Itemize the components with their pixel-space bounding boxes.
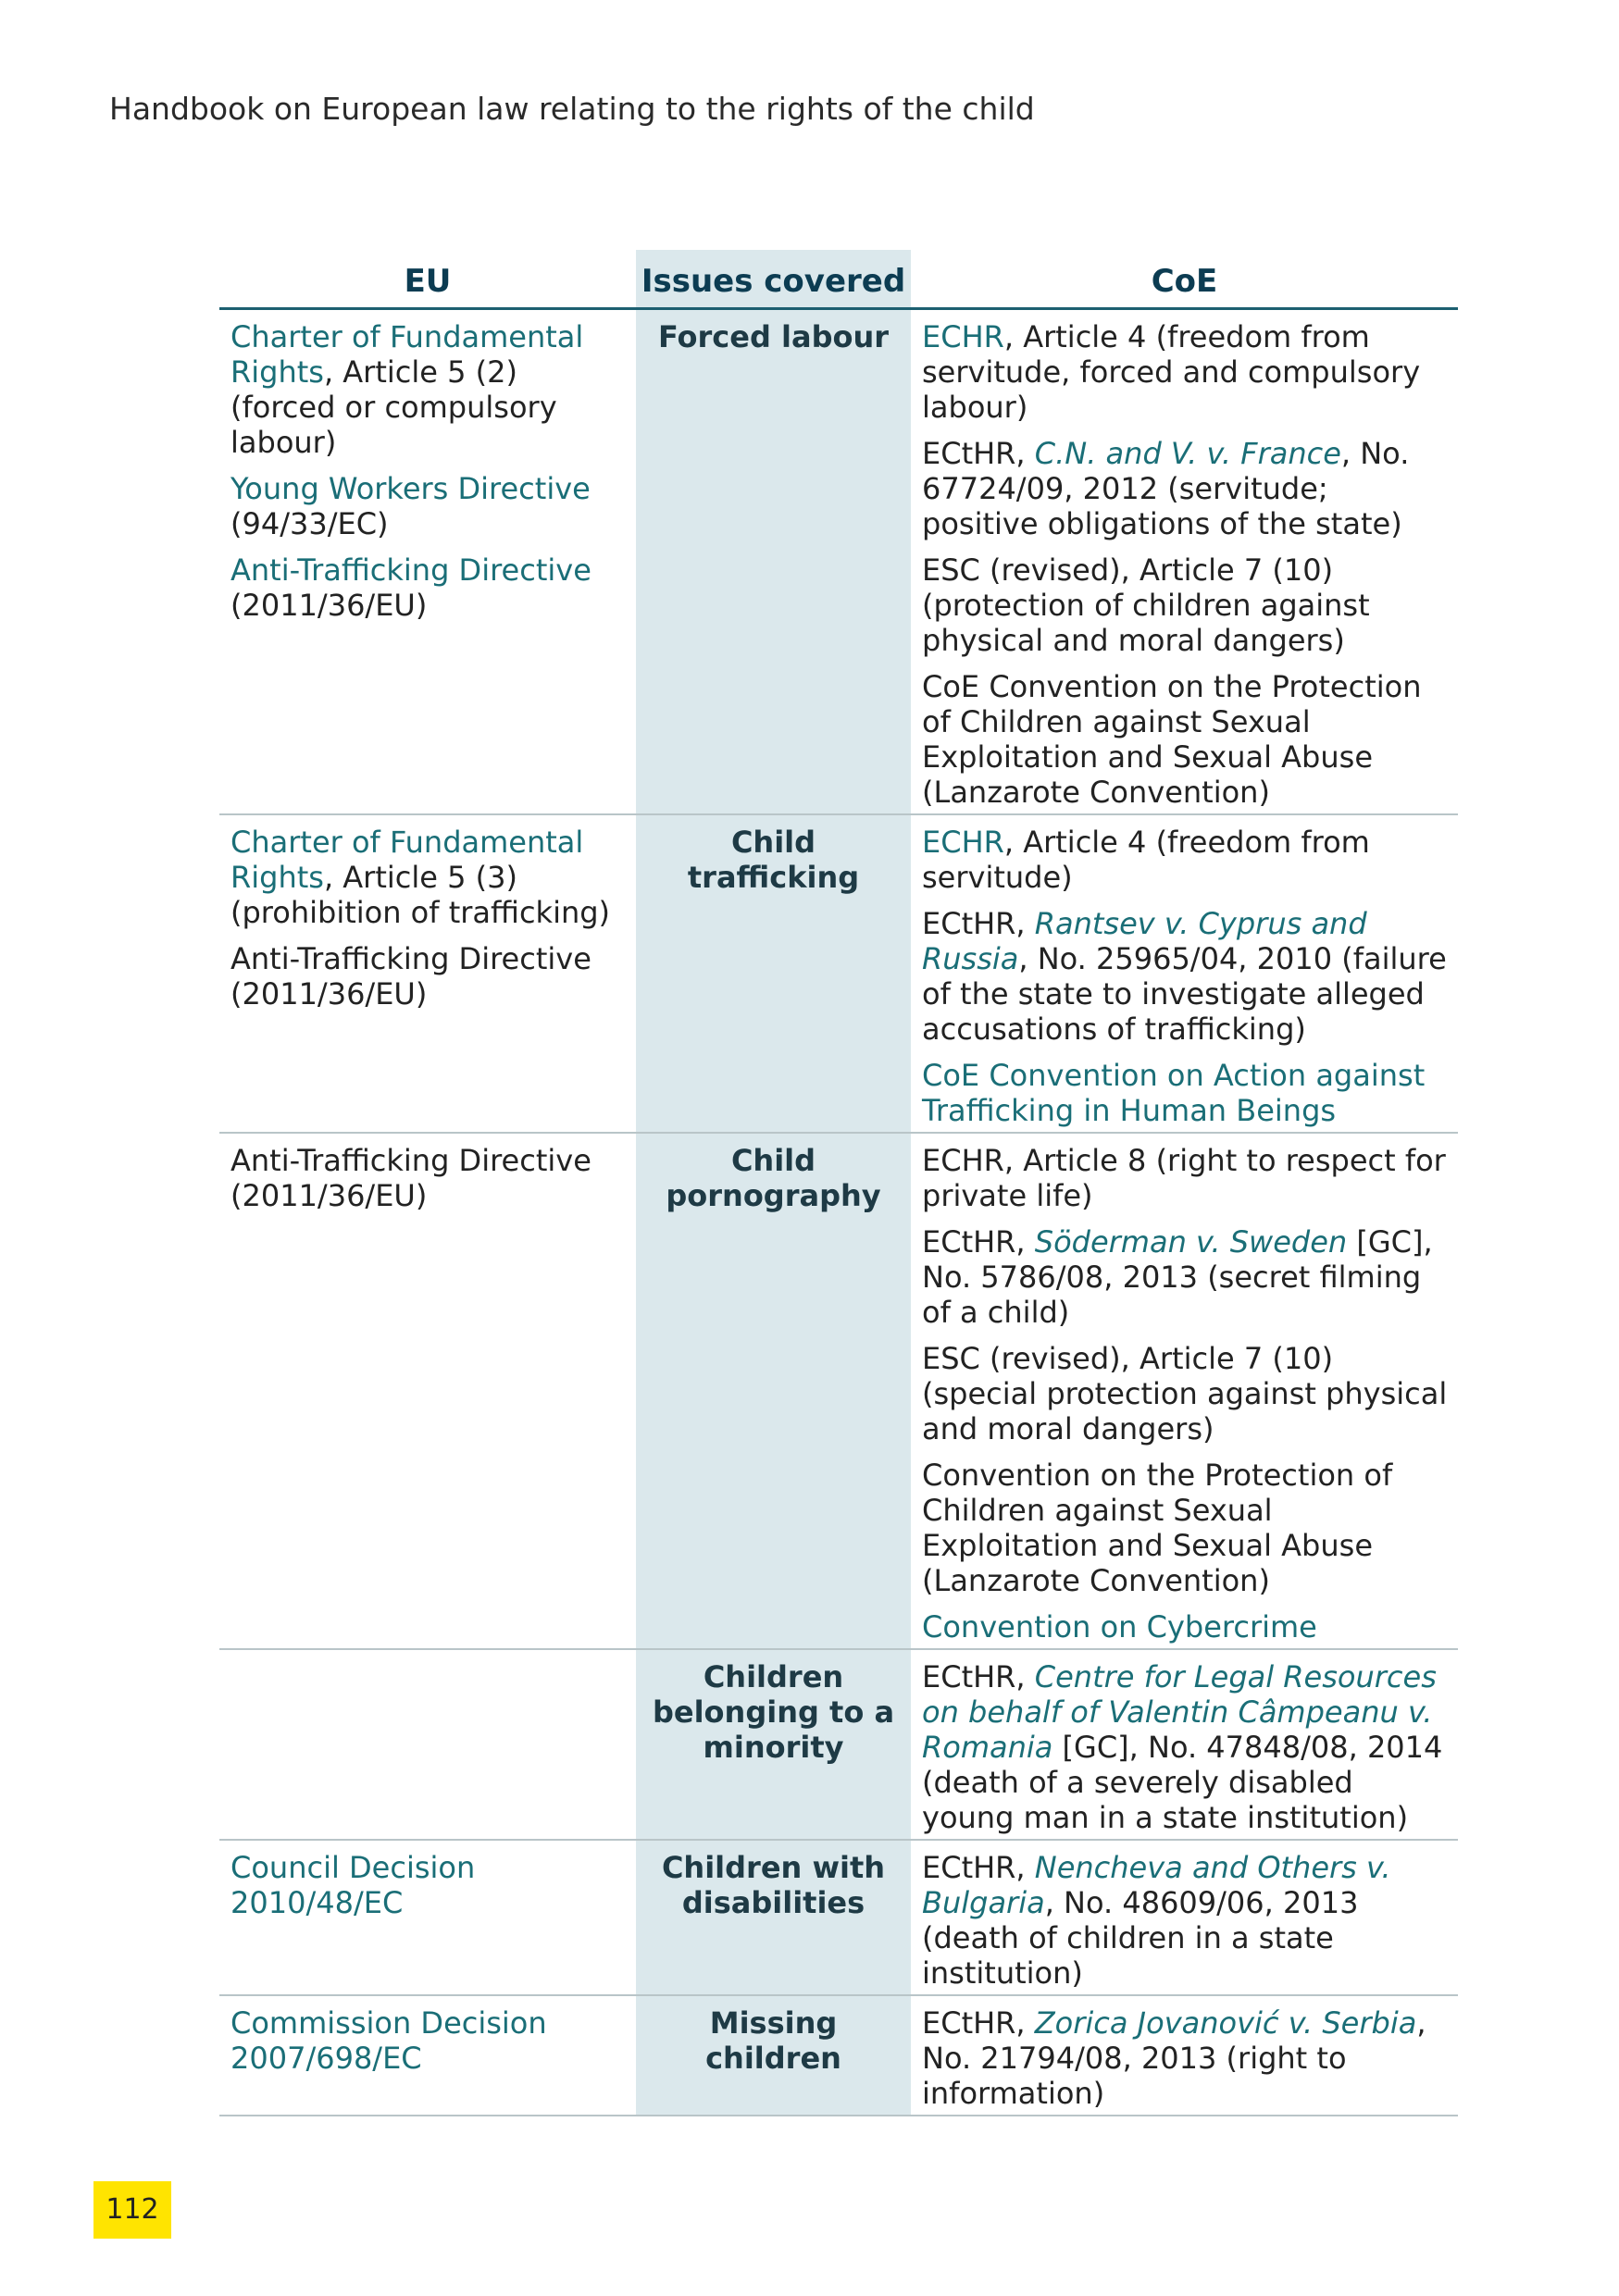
coe-entry [922,2005,1451,2111]
table-body [219,309,1458,2116]
eu-reference-detail: (94/33/EC) [230,506,389,541]
coe-reference-link[interactable]: ECHR [922,825,1004,860]
coe-reference-text: ECtHR, [922,1850,1035,1885]
coe-reference-text: CoE Convention on the Protection of Children against Sexual Exploitation and Sexual Abuse (Lanzarote Convention) [922,669,1422,810]
coe-reference-text: ECtHR, [922,1659,1035,1694]
eu-cell [219,814,636,1133]
coe-reference-detail: , No. 48609/06, 2013 (death of children in a state institution) [922,1885,1359,1991]
case-name-link[interactable]: C.N. and V. v. France [1034,436,1341,471]
coe-reference-text: ECHR, Article 8 (right to respect for private life) [922,1143,1446,1213]
issue-cell: Forced labour [636,309,911,815]
eu-reference-detail: , Article 5 (2) (forced or compulsory labour) [230,354,557,460]
issue-cell: Child pornography [636,1133,911,1649]
table-row [219,309,1458,815]
table-row [219,1995,1458,2116]
eu-reference-link[interactable]: Charter of Fundamental Rights [230,319,584,390]
coe-reference-detail: , No. 67724/09, 2012 (servitude; positive obligations of the state) [922,436,1410,541]
eu-entry [230,2005,629,2076]
coe-entry [922,1224,1451,1330]
column-header-issues: Issues covered [636,250,911,309]
coe-reference-text: ESC (revised), Article 7 (10) (special protection against physical and moral dangers) [922,1341,1448,1446]
coe-reference-text: ECtHR, [922,1224,1035,1260]
coe-reference-detail: , No. 25965/04, 2010 (failure of the state to investigate alleged accusations of trafficking) [922,941,1447,1047]
coe-cell [911,309,1458,815]
coe-reference-text: ECtHR, [922,2005,1035,2041]
case-name-link[interactable]: Rantsev v. Cyprus and Russia [922,906,1367,976]
issue-cell: Child trafficking [636,814,911,1133]
coe-cell [911,1995,1458,2116]
table-row [219,814,1458,1133]
eu-cell [219,309,636,815]
coe-entry [922,906,1451,1047]
table-header-row [219,250,1458,309]
coe-reference-link[interactable]: ECHR [922,319,1004,354]
case-name-link[interactable]: Centre for Legal Resources on behalf of Valentin Câmpeanu v. Romania [922,1659,1437,1765]
table-row [219,1133,1458,1649]
table-row [219,1649,1458,1840]
column-header-coe: CoE [911,250,1458,309]
coe-cell [911,1840,1458,1995]
coe-entry [922,1143,1451,1213]
coe-cell [911,1133,1458,1649]
eu-reference-link[interactable]: Anti-Trafficking Directive [230,552,592,588]
coe-entry [922,319,1451,425]
coe-reference-detail: [GC], No. 5786/08, 2013 (secret filming of a child) [922,1224,1433,1330]
page-number: 112 [93,2181,171,2239]
eu-entry [230,552,629,623]
coe-entry [922,825,1451,895]
eu-reference-link[interactable]: Young Workers Directive [230,471,591,506]
case-name-link[interactable]: Zorica Jovanović v. Serbia [1034,2005,1417,2041]
eu-cell [219,1840,636,1995]
eu-cell [219,1995,636,2116]
coe-reference-text: Convention on the Protection of Children against Sexual Exploitation and Sexual Abuse (Lanzarote Convention) [922,1458,1393,1598]
issue-cell: Missing children [636,1995,911,2116]
coe-reference-detail: [GC], No. 47848/08, 2014 (death of a severely disabled young man in a state institution) [922,1730,1443,1835]
coe-entry [922,552,1451,658]
running-header: Handbook on European law relating to the rights of the child [109,91,1035,127]
issue-cell: Children with disabilities [636,1840,911,1995]
coe-entry [922,436,1451,541]
coe-entry [922,669,1451,810]
eu-cell [219,1649,636,1840]
coe-reference-detail: , No. 21794/08, 2013 (right to information) [922,2005,1426,2111]
coe-cell [911,1649,1458,1840]
eu-entry [230,471,629,541]
coe-cell [911,814,1458,1133]
coe-reference-text: ECtHR, [922,906,1035,941]
coe-entry [922,1458,1451,1598]
coe-entry [922,1058,1451,1128]
eu-reference-text: Anti-Trafficking Directive (2011/36/EU) [230,1143,592,1213]
coe-entry [922,1659,1451,1835]
eu-entry [230,1143,629,1213]
coe-entry [922,1850,1451,1991]
eu-reference-link[interactable]: Commission Decision 2007/698/EC [230,2005,547,2076]
column-header-eu: EU [219,250,636,309]
coe-reference-link[interactable]: Convention on Cybercrime [922,1609,1317,1644]
coe-reference-detail: , Article 4 (freedom from servitude) [922,825,1370,895]
eu-reference-detail: , Article 5 (3) (prohibition of trafficking) [230,860,611,930]
coe-reference-text: ECtHR, [922,436,1035,471]
eu-reference-link[interactable]: Council Decision 2010/48/EC [230,1850,476,1920]
eu-cell [219,1133,636,1649]
eu-entry [230,941,629,1011]
case-name-link[interactable]: Nencheva and Others v. Bulgaria [922,1850,1391,1920]
comparison-table [219,250,1458,2116]
case-name-link[interactable]: Söderman v. Sweden [1034,1224,1348,1260]
issue-cell: Children belonging to a minority [636,1649,911,1840]
eu-entry [230,1850,629,1920]
coe-reference-detail: , Article 4 (freedom from servitude, forced and compulsory labour) [922,319,1421,425]
coe-reference-text: ESC (revised), Article 7 (10) (protection of children against physical and moral dangers) [922,552,1370,658]
eu-entry [230,319,629,460]
eu-reference-link[interactable]: Charter of Fundamental Rights [230,825,584,895]
coe-entry [922,1609,1451,1644]
coe-reference-link[interactable]: CoE Convention on Action against Trafficking in Human Beings [922,1058,1426,1128]
eu-entry [230,825,629,930]
eu-reference-detail: (2011/36/EU) [230,588,428,623]
table-row [219,1840,1458,1995]
eu-reference-text: Anti-Trafficking Directive (2011/36/EU) [230,941,592,1011]
coe-entry [922,1341,1451,1446]
